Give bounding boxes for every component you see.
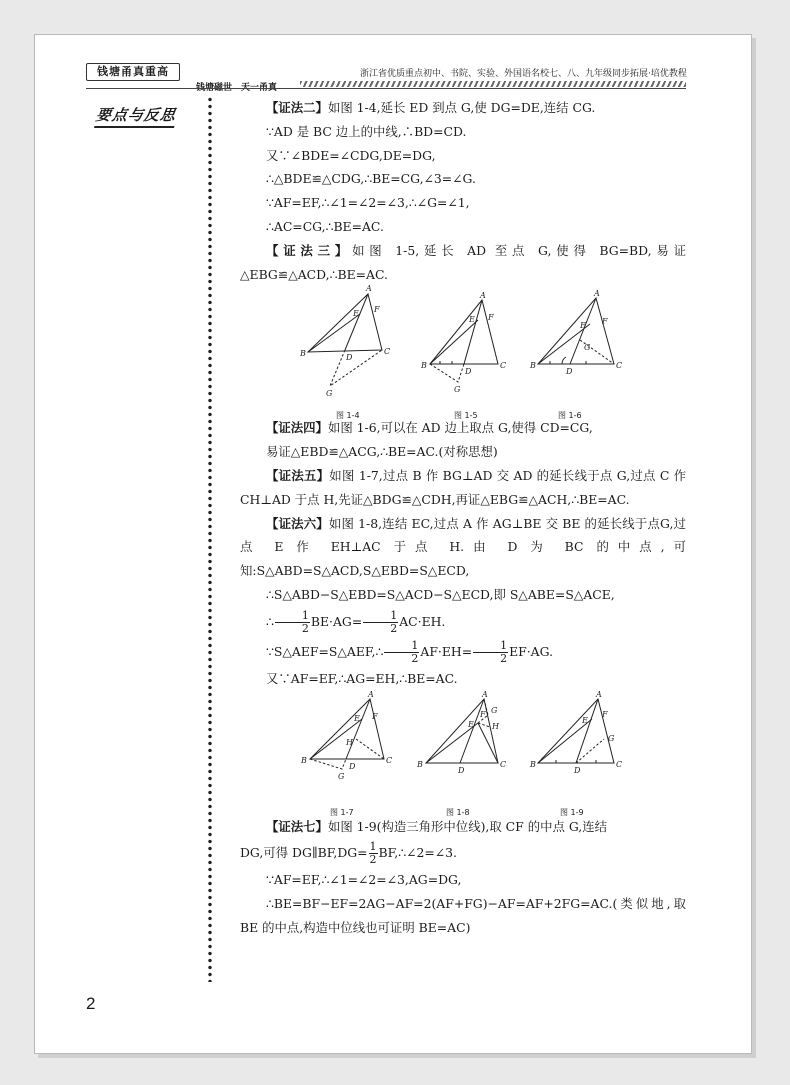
proof-5: 【证法五】如图 1-7,过点 B 作 BG⊥AD 交 AD 的延长线于点 G,过点 C 作 CH⊥AD 于点 H,先证△BDG≌△CDH,再证△EBG≌△ACH,∴BE=AC. (240, 467, 686, 507)
brand-logo: 钱塘甬真重高 (86, 63, 180, 81)
dotted-margin-divider (207, 96, 213, 982)
header-hatch-divider (300, 81, 686, 87)
label-F: F (602, 709, 608, 719)
header-rule (86, 88, 686, 89)
proof-2-line-2: ∵AD 是 BC 边上的中线,∴BD=CD. (266, 123, 467, 139)
label-C: C (384, 347, 391, 357)
proof-5-label: 【证法五】 (266, 467, 330, 483)
label-A: A (366, 284, 372, 294)
proof-2-line-5: ∵AF=EF,∴∠1=∠2=∠3,∴∠G=∠1, (266, 195, 470, 211)
label-C: C (616, 759, 623, 769)
label-F: F (372, 711, 378, 721)
proof-2-line-3: 又∵∠BDE=∠CDG,DE=DG, (266, 147, 436, 163)
caption-fig-1-7: 图 1-7 (330, 807, 354, 817)
label-C: C (500, 759, 507, 769)
caption-fig-1-5: 图 1-5 (454, 411, 478, 421)
proof-7-line-2: DG,可得 DG∥BF,DG= $\frac{1}{2}$ BF,∴∠2=∠3. (240, 840, 457, 867)
label-B: B (417, 759, 423, 769)
label-H: H (492, 721, 499, 731)
label-D: D (346, 353, 353, 363)
label-G: G (454, 385, 461, 395)
label-C: C (500, 361, 507, 371)
label-B: B (530, 759, 536, 769)
caption-fig-1-6: 图 1-6 (558, 411, 582, 421)
figure-1-5 (418, 291, 514, 396)
main-text (240, 96, 686, 940)
proof-4-line-1: 【证法四】如图 1-6,可以在 AD 边上取点 G,使得 CD=CG, (266, 420, 593, 436)
proof-6-line-2: ∴S△ABD−S△EBD=S△ACD−S△ECD,即 S△ABE=S△ACE, (266, 586, 615, 602)
proof-3: 【证法三】如图 1-5,延长 AD 至点 G,使得 BG=BD,易证△EBG≌△ACD,∴BE=AC. (240, 242, 687, 282)
label-E: E (468, 719, 474, 729)
label-F: F (374, 305, 380, 315)
proof-2-line-6: ∴AC=CG,∴BE=AC. (266, 218, 384, 234)
figure-1-9 (530, 689, 630, 797)
label-E: E (582, 715, 588, 725)
caption-fig-1-9: 图 1-9 (560, 807, 584, 817)
label-G: G (491, 705, 498, 715)
fraction-half: $\frac{1}{2}$ (369, 840, 377, 867)
label-D: D (465, 367, 472, 377)
brand-subtitle: 钱塘磁世 天一甬真 (196, 83, 278, 93)
label-D: D (574, 765, 581, 775)
proof-3-label: 【证法三】 (266, 242, 353, 258)
fraction-half: $\frac{1}{2}$ (473, 640, 508, 665)
figure-1-4 (300, 284, 400, 404)
proof-7-label: 【证法七】 (266, 818, 328, 834)
figure-row-2 (240, 691, 686, 815)
label-E: E (469, 315, 475, 325)
label-A: A (596, 689, 602, 699)
figure-1-7 (300, 689, 400, 797)
label-G: G (338, 771, 345, 781)
label-B: B (530, 361, 536, 371)
proof-6-line-4: ∵S△AEF=S△AEF,∴ $\frac{1}{2}$ AF·EH= $\frac{1}{2}$ EF·AG. (266, 638, 554, 665)
label-A: A (480, 291, 486, 301)
label-E: E (353, 309, 359, 319)
label-G: G (608, 733, 615, 743)
label-A: A (482, 689, 488, 699)
label-D: D (349, 761, 356, 771)
proof-2-label: 【证法二】 (266, 100, 328, 115)
series-title: 浙江省优质重点初中、书院、实验、外国语名校七、八、九年级同步拓展·培优教程 (360, 69, 687, 79)
figure-1-6 (530, 289, 630, 394)
fraction-half: $\frac{1}{2}$ (275, 610, 310, 635)
figure-1-8 (416, 689, 516, 797)
proof-6-label: 【证法六】 (266, 515, 329, 531)
label-E: E (580, 321, 586, 331)
proof-7-line-4: ∴BE=BF−EF=2AG−AF=2(AF+FG)−AF=AF+2FG=AC.(类似地,取 BE 的中点,构造中位线也可证明 BE=AC) (240, 896, 686, 935)
caption-fig-1-4: 图 1-4 (336, 411, 360, 421)
label-C: C (616, 361, 623, 371)
label-F: F (480, 709, 486, 719)
label-B: B (300, 349, 306, 359)
proof-2-line-1: 【证法二】如图 1-4,延长 ED 到点 G,使 DG=DE,连结 CG. (266, 100, 596, 115)
label-G: G (326, 389, 333, 399)
proof-6-line-5: 又∵AF=EF,∴AG=EH,∴BE=AC. (266, 670, 458, 686)
proof-2-line-4: ∴△BDE≌△CDG,∴BE=CG,∠3=∠G. (266, 171, 476, 187)
label-A: A (368, 689, 374, 699)
label-G: G (584, 343, 591, 353)
label-D: D (566, 367, 573, 377)
page-number: 2 (86, 994, 96, 1013)
proof-7-line-3: ∵AF=EF,∴∠1=∠2=∠3,AG=DG, (266, 872, 462, 888)
proof-6: 【证法六】如图 1-8,连结 EC,过点 A 作 AG⊥BE 交 BE 的延长线于点G,过点 E 作 EH⊥AC 于点 H.由 D 为 BC 的中点,可知:S△ABD=S△ACD,S△EBD=S△ECD, (240, 515, 686, 579)
label-H: H (346, 737, 353, 747)
label-D: D (458, 765, 465, 775)
label-E: E (354, 713, 360, 723)
label-B: B (301, 755, 307, 765)
proof-4-line-2: 易证△EBD≌△ACG,∴BE=AC.(对称思想) (266, 444, 498, 460)
proof-6-line-3: ∴ $\frac{1}{2}$ BE·AG= $\frac{1}{2}$ AC·EH. (266, 608, 446, 635)
section-tag: 要点与反思 (94, 106, 178, 124)
label-F: F (602, 317, 608, 327)
fraction-half: $\frac{1}{2}$ (363, 610, 398, 635)
label-B: B (421, 361, 427, 371)
label-F: F (488, 313, 494, 323)
proof-7: 【证法七】如图 1-9(构造三角形中位线),取 CF 的中点 G,连结 (266, 818, 607, 834)
fraction-half: $\frac{1}{2}$ (384, 640, 419, 665)
caption-fig-1-8: 图 1-8 (446, 807, 470, 817)
proof-4-label: 【证法四】 (266, 420, 328, 436)
label-A: A (594, 289, 600, 299)
label-C: C (386, 755, 393, 765)
figure-row-1 (240, 284, 686, 421)
